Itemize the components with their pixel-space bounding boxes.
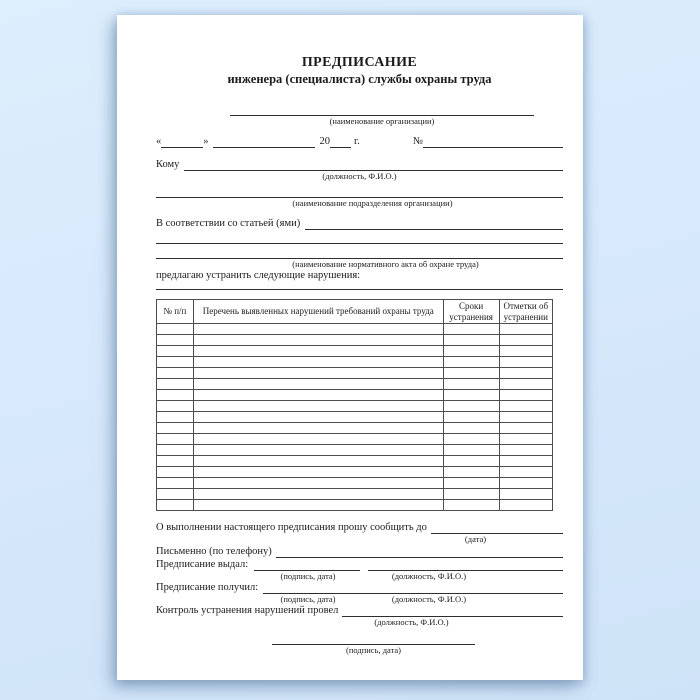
table-empty-cell <box>499 445 552 456</box>
article-row <box>156 217 563 230</box>
table-empty-cell <box>499 335 552 346</box>
table-empty-cell <box>499 434 552 445</box>
table-empty-cell <box>443 379 499 390</box>
organization-field <box>230 104 534 126</box>
issued-position-blank <box>368 558 563 571</box>
table-empty-cell <box>443 346 499 357</box>
written-row <box>156 545 563 558</box>
table-empty-row <box>157 412 553 423</box>
final-signature-blank <box>272 635 475 645</box>
issued-signature-blank <box>254 558 360 571</box>
date-open-quote: « <box>156 136 162 147</box>
table-empty-cell <box>499 423 552 434</box>
table-empty-cell <box>443 335 499 346</box>
received-captions <box>156 594 563 604</box>
table-empty-cell <box>443 478 499 489</box>
control-row <box>156 604 563 617</box>
article-blank <box>305 217 563 230</box>
division-blank-line <box>156 185 563 198</box>
table-empty-cell <box>157 434 194 445</box>
table-empty-row <box>157 324 553 335</box>
final-signature-field <box>272 635 475 655</box>
table-header-row <box>157 300 553 324</box>
issued-row <box>156 558 563 571</box>
written-label: Письменно (по телефону) <box>156 546 272 557</box>
organization-caption: (наименование организации) <box>329 116 435 126</box>
table-empty-cell <box>157 401 194 412</box>
table-empty-cell <box>157 357 194 368</box>
table-empty-row <box>157 346 553 357</box>
table-empty-cell <box>157 478 194 489</box>
table-empty-row <box>157 390 553 401</box>
col-header-num: № п/п <box>157 300 194 324</box>
table-empty-row <box>157 478 553 489</box>
table-empty-cell <box>499 390 552 401</box>
year-prefix: 20 <box>319 136 330 147</box>
year-suffix: г. <box>354 136 360 147</box>
table-empty-cell <box>443 390 499 401</box>
control-position-caption: (должность, Ф.И.О.) <box>374 617 449 627</box>
propose-text: предлагаю устранить следующие нарушения: <box>156 270 361 281</box>
table-empty-cell <box>193 423 443 434</box>
table-empty-cell <box>193 357 443 368</box>
issued-signature-caption: (подпись, дата) <box>280 571 336 581</box>
written-blank <box>276 545 563 558</box>
table-empty-cell <box>443 489 499 500</box>
table-empty-cell <box>157 445 194 456</box>
table-empty-cell <box>193 478 443 489</box>
table-empty-cell <box>499 368 552 379</box>
table-empty-row <box>157 379 553 390</box>
normative-blank-line <box>156 244 563 259</box>
date-number-row <box>156 135 563 148</box>
table-empty-cell <box>499 346 552 357</box>
received-row <box>156 581 563 594</box>
table-empty-row <box>157 335 553 346</box>
table-empty-cell <box>499 500 552 511</box>
table-empty-row <box>157 489 553 500</box>
table-empty-row <box>157 434 553 445</box>
report-label: О выполнении настоящего предписания прошу сообщить до <box>156 522 427 533</box>
table-empty-cell <box>157 346 194 357</box>
document-title: ПРЕДПИСАНИЕ <box>301 55 418 70</box>
table-empty-cell <box>157 324 194 335</box>
table-empty-cell <box>157 500 194 511</box>
table-empty-cell <box>193 500 443 511</box>
table-empty-cell <box>443 324 499 335</box>
table-empty-cell <box>193 412 443 423</box>
pre-table-line <box>156 282 563 290</box>
table-empty-row <box>157 368 553 379</box>
table-empty-cell <box>443 456 499 467</box>
document-subtitle: инженера (специалиста) службы охраны труда <box>227 72 492 86</box>
addressee-row <box>156 158 563 171</box>
table-empty-cell <box>193 346 443 357</box>
table-empty-cell <box>499 478 552 489</box>
received-caption-spacer <box>156 594 255 604</box>
document-paper <box>117 15 583 680</box>
addressee-blank <box>184 158 563 171</box>
table-empty-row <box>157 401 553 412</box>
table-empty-cell <box>157 489 194 500</box>
table-empty-cell <box>193 401 443 412</box>
table-empty-cell <box>193 467 443 478</box>
date-day-blank <box>161 135 203 148</box>
table-empty-cell <box>157 456 194 467</box>
received-position-caption: (должность, Ф.И.О.) <box>391 594 467 604</box>
col-header-violations: Перечень выявленных нарушений требований охраны труда <box>193 300 443 324</box>
table-empty-cell <box>443 434 499 445</box>
number-blank <box>423 135 563 148</box>
table-empty-row <box>157 445 553 456</box>
report-date-blank <box>431 521 563 534</box>
table-empty-cell <box>157 412 194 423</box>
issued-position-caption: (должность, Ф.И.О.) <box>391 571 467 581</box>
table-empty-cell <box>193 368 443 379</box>
table-empty-cell <box>193 390 443 401</box>
organization-blank-line <box>230 104 534 116</box>
table-empty-row <box>157 500 553 511</box>
col-header-marks: Отметки об устранении <box>499 300 552 324</box>
table-empty-cell <box>157 379 194 390</box>
table-empty-row <box>157 423 553 434</box>
table-empty-cell <box>193 445 443 456</box>
table-empty-row <box>157 357 553 368</box>
issued-caption-spacer <box>156 571 255 581</box>
table-empty-cell <box>443 467 499 478</box>
addressee-caption: (должность, Ф.И.О.) <box>322 171 397 181</box>
table-empty-cell <box>443 412 499 423</box>
table-empty-cell <box>443 368 499 379</box>
article-label: В соответствии со статьей (ями) <box>156 218 301 229</box>
table-empty-cell <box>193 456 443 467</box>
issued-captions <box>156 571 563 581</box>
final-signature-caption: (подпись, дата) <box>345 645 401 655</box>
table-empty-cell <box>157 423 194 434</box>
normative-caption: (наименование нормативного акта об охране труда) <box>292 259 479 269</box>
issued-label: Предписание выдал: <box>156 559 249 570</box>
control-blank <box>342 604 563 617</box>
table-empty-cell <box>443 423 499 434</box>
table-empty-cell <box>443 500 499 511</box>
received-blank <box>263 581 563 594</box>
table-empty-cell <box>499 357 552 368</box>
table-empty-cell <box>193 335 443 346</box>
table-empty-cell <box>499 401 552 412</box>
table-empty-cell <box>193 379 443 390</box>
control-label: Контроль устранения нарушений провел <box>156 605 339 616</box>
year-blank <box>330 135 351 148</box>
division-caption: (наименование подразделения организации) <box>292 198 453 208</box>
addressee-label: Кому <box>156 159 180 170</box>
table-empty-cell <box>499 467 552 478</box>
number-sign: № <box>412 136 423 147</box>
violations-table <box>156 299 553 511</box>
table-empty-cell <box>499 412 552 423</box>
table-empty-cell <box>193 434 443 445</box>
table-empty-cell <box>157 335 194 346</box>
table-empty-cell <box>157 368 194 379</box>
received-label: Предписание получил: <box>156 582 259 593</box>
table-empty-cell <box>157 390 194 401</box>
table-empty-cell <box>443 445 499 456</box>
table-empty-cell <box>443 401 499 412</box>
table-empty-cell <box>193 489 443 500</box>
received-signature-caption: (подпись, дата) <box>280 594 336 604</box>
date-close-quote: » <box>203 136 209 147</box>
date-month-blank <box>213 135 315 148</box>
report-row <box>156 521 563 534</box>
table-empty-cell <box>193 324 443 335</box>
table-empty-cell <box>499 324 552 335</box>
table-empty-cell <box>499 456 552 467</box>
table-empty-row <box>157 467 553 478</box>
table-empty-row <box>157 456 553 467</box>
col-header-deadline: Сроки устранения <box>443 300 499 324</box>
article-blank-line-2 <box>156 230 563 244</box>
table-empty-cell <box>499 489 552 500</box>
table-empty-cell <box>157 467 194 478</box>
report-date-caption: (дата) <box>464 534 487 544</box>
table-empty-cell <box>443 357 499 368</box>
table-empty-cell <box>499 379 552 390</box>
violations-table-body <box>157 324 553 511</box>
